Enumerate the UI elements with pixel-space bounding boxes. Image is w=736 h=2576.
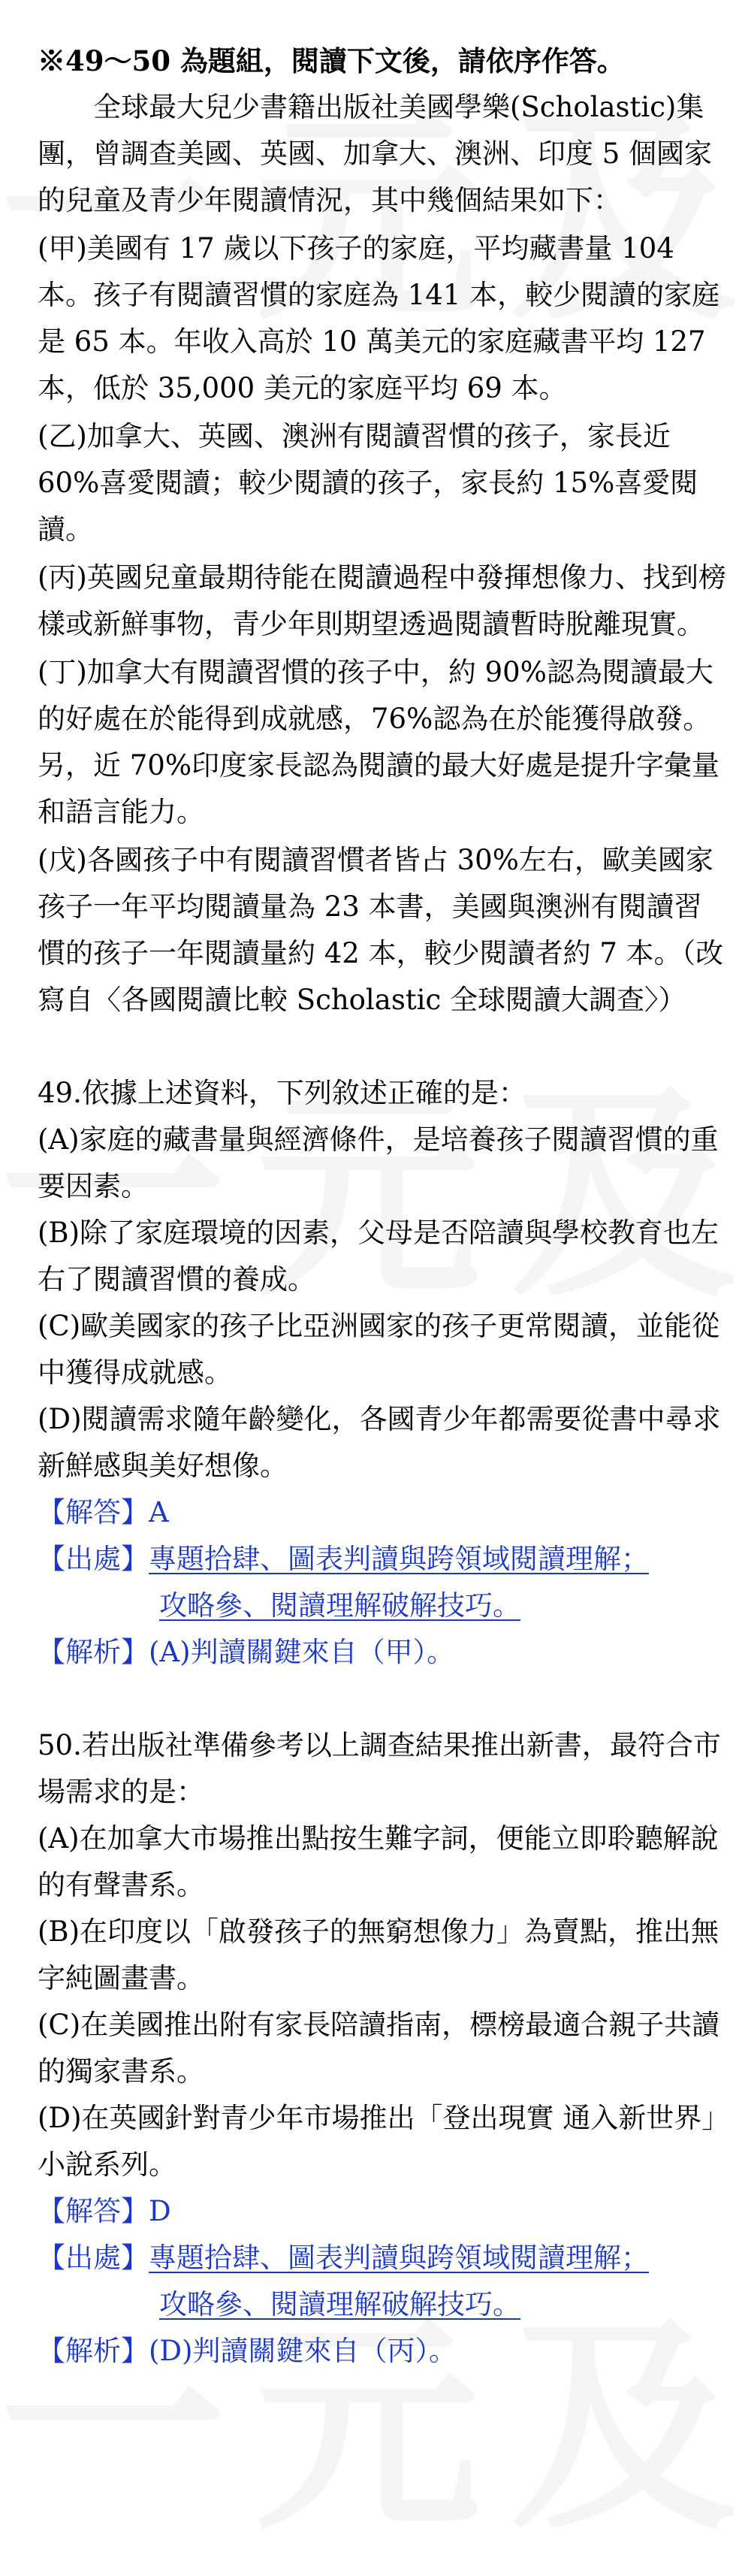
option-a: (A)家庭的藏書量與經濟條件，是培養孩子閱讀習慣的重要因素。 — [38, 1123, 719, 1202]
option-a: (A)在加拿大市場推出點按生難字詞，便能立即聆聽解說的有聲書系。 — [38, 1822, 719, 1901]
answer-row — [38, 1489, 728, 1536]
option-b: (B)除了家庭環境的因素，父母是否陪讀與學校教育也左右了閱讀習慣的養成。 — [38, 1217, 719, 1296]
source-continuation — [38, 2281, 728, 2328]
passage-item-yi: (乙)加拿大、英國、澳洲有閱讀習慣的孩子，家長近 60%喜愛閱讀；較少閱讀的孩子，家長約 15%喜愛閱讀。 — [38, 420, 698, 546]
answer-tag: 【解答】 — [38, 1496, 149, 1528]
passage-intro: 全球最大兒少書籍出版社美國學樂(Scholastic)集團，曾調查美國、英國、加拿大、澳洲、印度 5 個國家的兒童及青少年閱讀情況，其中幾個結果如下： — [38, 91, 713, 216]
spacer — [38, 1676, 728, 1722]
analysis-row — [38, 1629, 728, 1676]
analysis-tag: 【解析】 — [38, 1636, 149, 1668]
analysis-tag: 【解析】 — [38, 2335, 149, 2367]
option-c: (C)在美國推出附有家長陪讀指南，標榜最適合親子共讀的獨家書系。 — [38, 2009, 720, 2088]
source-line-2: 攻略參、閱讀理解破解技巧。 — [159, 2288, 520, 2321]
answer-tag: 【解答】 — [38, 2195, 149, 2227]
section-heading: ※49～50 為題組，閱讀下文後，請依序作答。 — [38, 44, 625, 77]
passage-item-ding: (丁)加拿大有閱讀習慣的孩子中，約 90%認為閱讀最大的好處在於能得到成就感，76%認為在於能獲得啟發。另，近 70%印度家長認為閱讀的最大好處是提升字彙量和語言能力。 — [38, 656, 719, 828]
option-d: (D)閱讀需求隨年齡變化，各國青少年都需要從書中尋求新鮮感與美好想像。 — [38, 1403, 721, 1482]
option-b: (B)在印度以「啟發孩子的無窮想像力」為賣點，推出無字純圖畫書。 — [38, 1915, 719, 1994]
source-row — [38, 1536, 728, 1583]
question-stem: 50.若出版社準備參考以上調查結果推出新書，最符合市場需求的是： — [38, 1729, 721, 1808]
source-tag: 【出處】 — [38, 1543, 149, 1575]
source-tag: 【出處】 — [38, 2242, 149, 2274]
question-49 — [38, 1070, 728, 1676]
option-d: (D)在英國針對青少年市場推出「登出現實 通入新世界」小說系列。 — [38, 2102, 716, 2181]
analysis-text: (A)判讀關鍵來自（甲）。 — [149, 1636, 455, 1668]
option-c: (C)歐美國家的孩子比亞洲國家的孩子更常閱讀，並能從中獲得成就感。 — [38, 1310, 720, 1389]
source-line-1: 專題拾肆、圖表判讀與跨領域閱讀理解； — [149, 1543, 649, 1575]
answer-value: A — [149, 1496, 169, 1528]
source-row — [38, 2235, 728, 2281]
analysis-text: (D)判讀關鍵來自（丙）。 — [149, 2335, 457, 2367]
source-line-2: 攻略參、閱讀理解破解技巧。 — [159, 1589, 520, 1622]
answer-row — [38, 2188, 728, 2235]
answer-value: D — [149, 2195, 171, 2227]
source-continuation — [38, 1583, 728, 1629]
spacer — [38, 1023, 728, 1070]
source-line-1: 專題拾肆、圖表判讀與跨領域閱讀理解； — [149, 2242, 649, 2274]
passage-item-bing: (丙)英國兒童最期待能在閱讀過程中發揮想像力、找到榜樣或新鮮事物，青少年則期望透過閱讀暫時脫離現實。 — [38, 561, 726, 640]
analysis-row — [38, 2328, 728, 2375]
passage-item-wu: (戊)各國孩子中有閱讀習慣者皆占 30%左右，歐美國家孩子一年平均閱讀量為 23 本書，美國與澳洲有閱讀習慣的孩子一年閱讀量約 42 本，較少閱讀者約 7 本。（改寫自〈各國閱讀比較 Scholastic 全球閱讀大調查〉） — [38, 844, 724, 1016]
question-50 — [38, 1722, 728, 2375]
passage-item-jia: (甲)美國有 17 歲以下孩子的家庭，平均藏書量 104 本。孩子有閱讀習慣的家庭為 141 本，較少閱讀的家庭是 65 本。年收入高於 10 萬美元的家庭藏書平均 127 本，低於 35,000 美元的家庭平均 69 本。 — [38, 232, 720, 404]
question-stem: 49.依據上述資料，下列敘述正確的是： — [38, 1077, 526, 1109]
